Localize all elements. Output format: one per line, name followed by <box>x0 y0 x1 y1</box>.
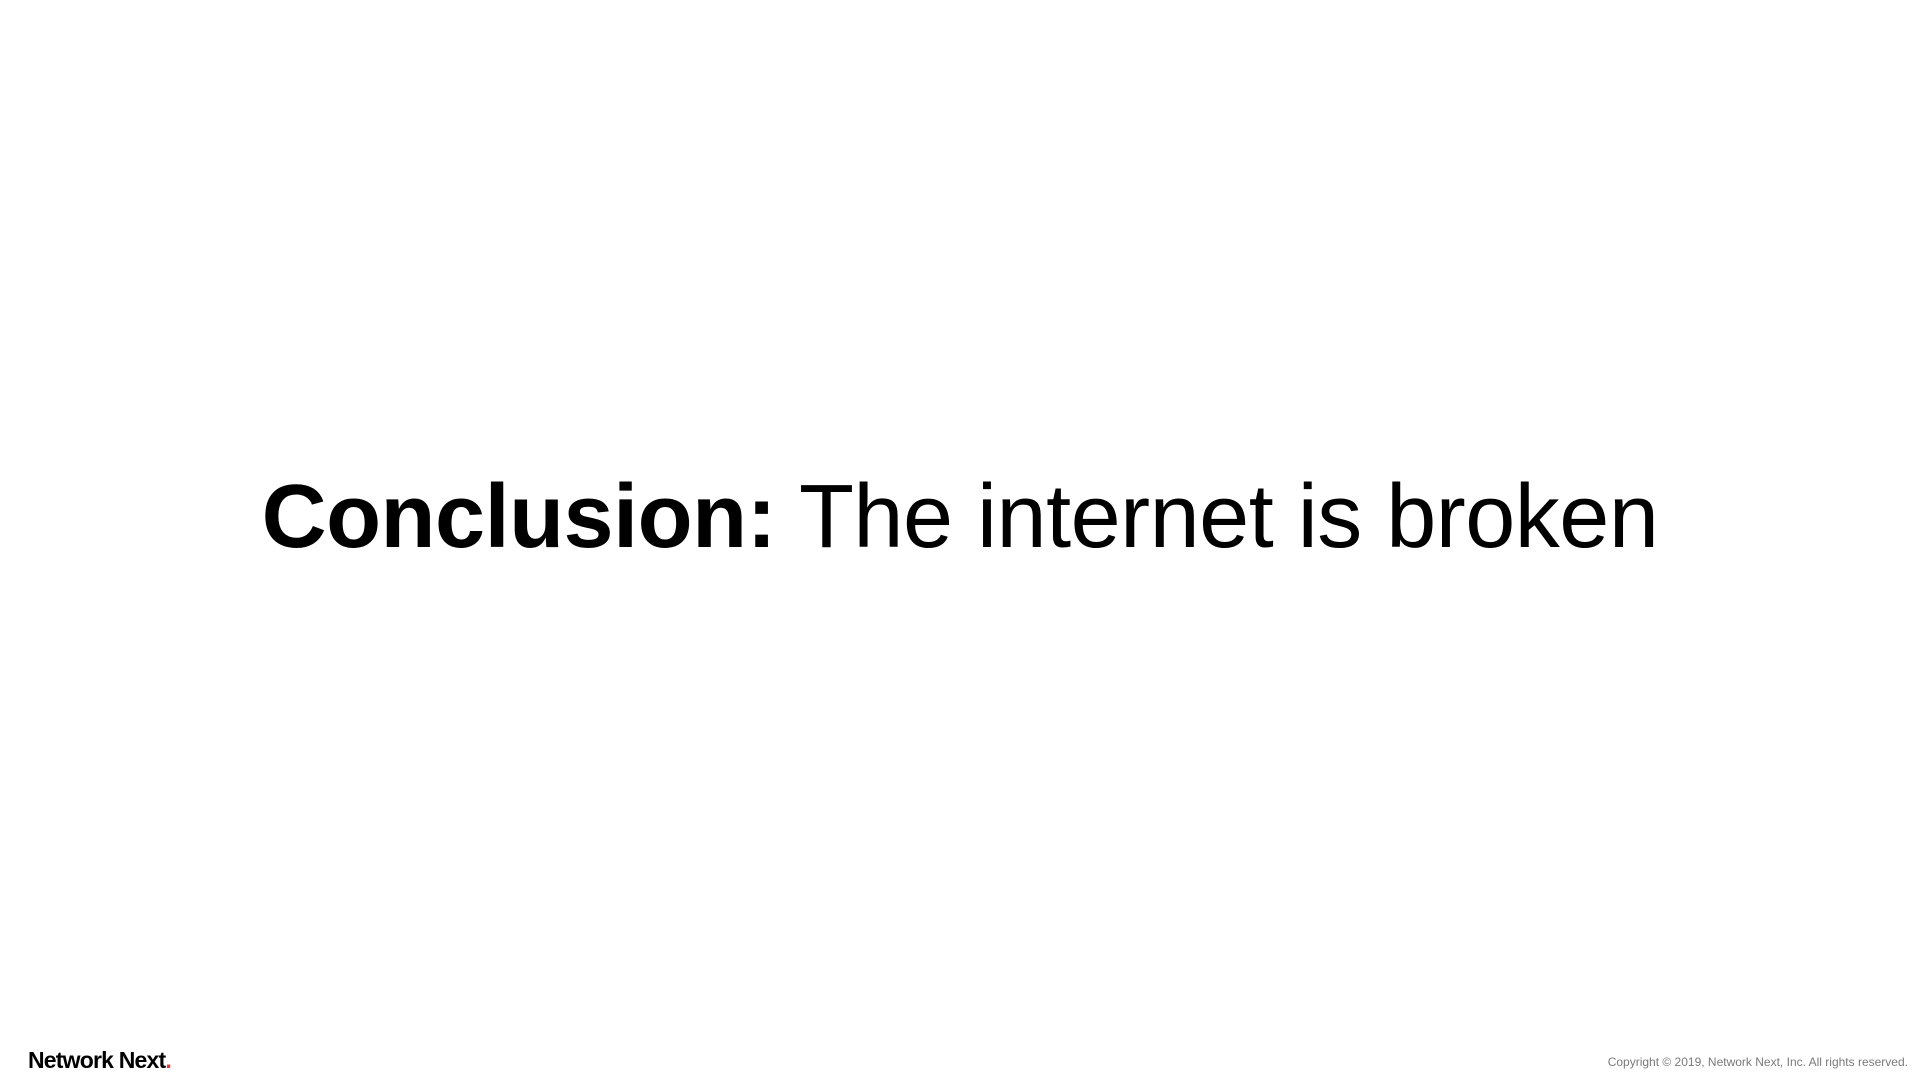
logo-dot: . <box>165 1047 171 1073</box>
logo-text: Network Next <box>28 1047 166 1073</box>
headline-bold: Conclusion: <box>261 467 777 567</box>
slide-headline <box>0 462 1920 572</box>
network-next-logo <box>28 1047 171 1077</box>
headline-text: The internet is broken <box>798 467 1659 567</box>
copyright-notice: Copyright © 2019, Network Next, Inc. All rights reserved. <box>1607 1055 1908 1069</box>
